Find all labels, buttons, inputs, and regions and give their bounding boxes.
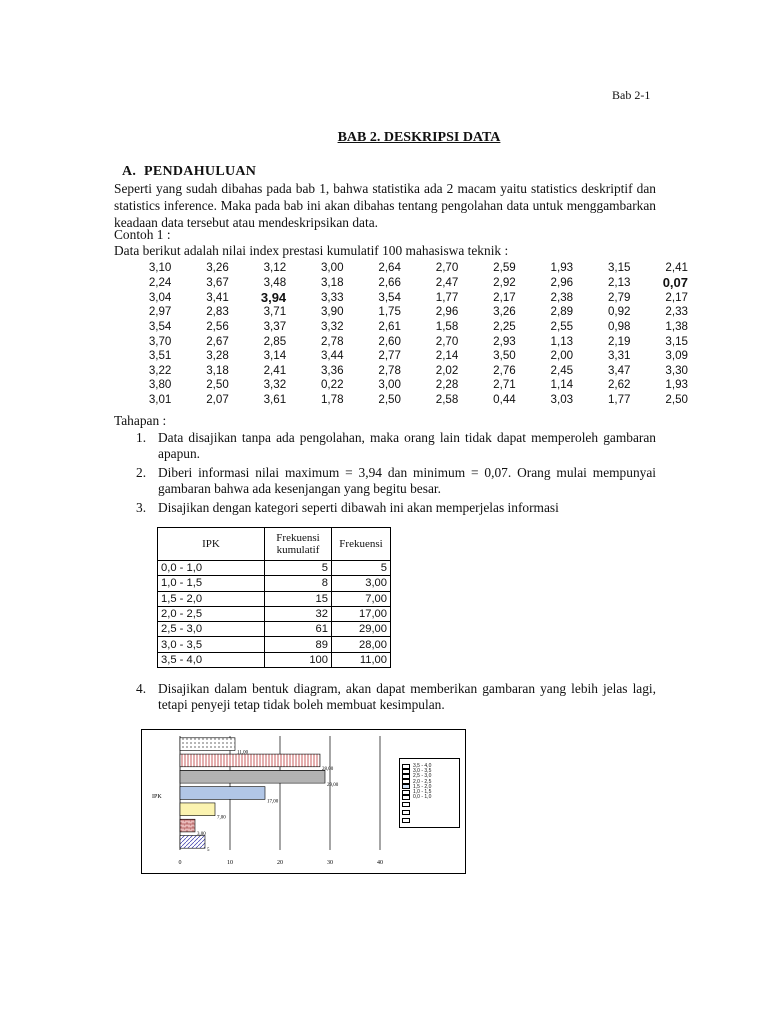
freq-cell-ipk: 2,5 - 3,0: [158, 622, 265, 637]
step-number: 3.: [136, 500, 147, 515]
grid-cell: 3,47: [607, 363, 631, 377]
step-item: [136, 500, 656, 516]
grid-cell: 2,76: [493, 363, 516, 377]
freq-header-cumulative: Frekuensi kumulatif: [265, 528, 332, 561]
chapter-title-text: BAB 2. DESKRIPSI DATA: [337, 130, 501, 145]
freq-cell-frequency: 11,00: [332, 652, 391, 667]
bar: [180, 738, 235, 751]
grid-row: [114, 392, 688, 407]
grid-cell: 2,67: [206, 334, 229, 348]
bar-data-label: 29,00: [327, 783, 339, 789]
example-label: Contoh 1 :: [114, 227, 171, 242]
freq-row: [158, 591, 391, 606]
grid-cell: 3,51: [148, 349, 172, 363]
grid-cell: 3,28: [206, 349, 229, 363]
ipk-data-grid: [114, 260, 688, 407]
grid-cell: 2,25: [493, 319, 516, 333]
grid-cell: 2,89: [550, 305, 574, 319]
legend-swatch: [402, 818, 410, 823]
freq-cell-ipk: 1,0 - 1,5: [158, 576, 265, 591]
grid-cell: 3,01: [148, 392, 172, 406]
steps-list: [136, 430, 656, 519]
freq-cell-cumulative: 32: [265, 606, 332, 621]
grid-cell: 1,75: [378, 305, 401, 319]
grid-cell: 3,32: [263, 378, 287, 392]
freq-cell-frequency: 28,00: [332, 637, 391, 652]
legend-item-empty: [402, 817, 413, 823]
section-heading-text: PENDAHULUAN: [144, 164, 257, 179]
frequency-table: [157, 527, 391, 668]
grid-cell: 2,96: [550, 275, 574, 289]
grid-cell: 2,19: [607, 334, 631, 348]
step-number: 4.: [136, 681, 147, 696]
grid-cell: 2,85: [263, 334, 287, 348]
grid-cell: 3,94: [260, 289, 287, 305]
grid-cell: 3,14: [263, 349, 287, 363]
grid-cell: 0,92: [607, 305, 631, 319]
legend-label: 3,5 - 4,0: [413, 763, 432, 769]
grid-cell: 2,79: [607, 290, 631, 304]
grid-cell: 2,50: [206, 378, 229, 392]
freq-row: [158, 652, 391, 667]
freq-row: [158, 606, 391, 621]
freq-cell-frequency: 17,00: [332, 606, 391, 621]
freq-row: [158, 622, 391, 637]
x-tick-label: 40: [377, 860, 383, 866]
grid-cell: 2,78: [320, 334, 344, 348]
grid-cell: 3,41: [206, 290, 229, 304]
grid-row: [114, 290, 688, 305]
grid-cell: 0,98: [607, 319, 631, 333]
grid-cell: 2,55: [550, 319, 574, 333]
grid-cell: 3,03: [550, 392, 574, 406]
freq-cell-cumulative: 89: [265, 637, 332, 652]
grid-cell: 2,24: [148, 275, 172, 289]
grid-cell: 2,50: [378, 392, 401, 406]
chart-legend: [399, 758, 460, 828]
grid-cell: 2,59: [493, 260, 516, 274]
freq-cell-cumulative: 61: [265, 622, 332, 637]
legend-label: 2,0 - 2,5: [413, 778, 432, 785]
grid-cell: 3,54: [378, 290, 401, 304]
legend-item-empty: [402, 809, 413, 815]
freq-row: [158, 576, 391, 591]
grid-cell: 2,13: [607, 275, 631, 289]
grid-row: [114, 334, 688, 349]
grid-cell: 3,30: [665, 363, 688, 377]
grid-row: [114, 348, 688, 363]
grid-cell: 3,48: [263, 275, 287, 289]
grid-cell: 2,71: [493, 378, 516, 392]
step-text: Disajikan dengan kategori seperti dibawah ini akan memperjelas informasi: [158, 500, 559, 515]
step-number: 2.: [136, 465, 147, 480]
grid-cell: 3,32: [320, 319, 344, 333]
legend-label: 0,0 - 1,0: [413, 794, 432, 801]
grid-cell: 0,07: [662, 274, 688, 290]
grid-cell: 2,28: [435, 378, 459, 392]
grid-cell: 3,15: [665, 334, 688, 348]
grid-cell: 2,07: [206, 392, 229, 406]
grid-cell: 3,26: [206, 260, 229, 274]
grid-cell: 2,17: [665, 290, 688, 304]
grid-cell: 2,45: [550, 363, 574, 377]
grid-cell: 2,14: [435, 349, 459, 363]
freq-cell-ipk: 1,5 - 2,0: [158, 591, 265, 606]
grid-cell: 3,31: [607, 349, 631, 363]
freq-header-frequency: Frekuensi: [332, 528, 391, 561]
freq-row: [158, 561, 391, 576]
grid-cell: 2,78: [378, 363, 401, 377]
grid-cell: 2,70: [435, 334, 459, 348]
step-text: Disajikan dalam bentuk diagram, akan dapat memberikan gambaran yang lebih jelas lagi, tetapi penyeji tetap tidak boleh membuat kesimpulan.: [158, 681, 656, 712]
legend-label: 1,5 - 2,0: [413, 783, 432, 790]
grid-cell: 1,58: [435, 319, 459, 333]
legend-label: 3,0 - 3,5: [413, 768, 432, 775]
legend-swatch: [402, 802, 410, 807]
grid-cell: 3,33: [320, 290, 344, 304]
grid-cell: 2,77: [378, 349, 401, 363]
grid-cell: 2,64: [378, 260, 401, 274]
grid-cell: 3,50: [493, 349, 516, 363]
x-tick-label: 30: [327, 860, 333, 866]
bar-data-label: 3,00: [197, 831, 206, 837]
grid-cell: 2,17: [493, 290, 516, 304]
grid-cell: 2,58: [435, 392, 459, 406]
grid-cell: 3,00: [378, 378, 401, 392]
section-heading: [122, 164, 256, 180]
grid-cell: 3,90: [320, 305, 344, 319]
grid-cell: 2,56: [206, 319, 229, 333]
grid-cell: 1,78: [320, 392, 344, 406]
grid-row: [114, 305, 688, 320]
grid-cell: 3,67: [206, 275, 229, 289]
grid-cell: 1,77: [435, 290, 459, 304]
grid-cell: 2,92: [493, 275, 516, 289]
steps-list-continued: [136, 681, 656, 716]
bar: [180, 836, 205, 849]
y-axis-label: IPK: [152, 794, 162, 800]
grid-cell: 2,41: [263, 363, 287, 377]
grid-cell: 2,00: [550, 349, 574, 363]
grid-cell: 3,44: [320, 349, 344, 363]
grid-cell: 2,60: [378, 334, 401, 348]
legend-item: [402, 794, 431, 800]
grid-cell: 2,50: [665, 392, 688, 406]
step-item: [136, 681, 656, 713]
grid-cell: 2,83: [206, 305, 229, 319]
freq-cell-frequency: 5: [332, 561, 391, 576]
grid-row: [114, 363, 688, 378]
bar-data-label: 28,00: [322, 766, 334, 772]
grid-cell: 0,22: [320, 378, 344, 392]
grid-cell: 1,93: [550, 260, 574, 274]
grid-cell: 3,22: [148, 363, 172, 377]
grid-cell: 2,41: [665, 260, 688, 274]
legend-label: 1,0 - 1,5: [413, 789, 432, 795]
grid-cell: 2,33: [665, 305, 688, 319]
bar-data-label: 11,00: [237, 750, 249, 756]
freq-cell-frequency: 7,00: [332, 591, 391, 606]
grid-cell: 3,15: [607, 260, 631, 274]
x-tick-label: 0: [178, 860, 182, 866]
grid-cell: 3,09: [665, 349, 688, 363]
grid-cell: 2,66: [378, 275, 401, 289]
grid-cell: 3,26: [493, 305, 516, 319]
grid-cell: 3,70: [148, 334, 172, 348]
grid-cell: 2,96: [435, 305, 459, 319]
freq-cell-cumulative: 8: [265, 576, 332, 591]
grid-cell: 2,70: [435, 260, 459, 274]
step-item: [136, 465, 656, 497]
step-text: Data disajikan tanpa ada pengolahan, maka orang lain tidak dapat memperoleh gambaran apapun.: [158, 430, 656, 461]
grid-row: [114, 378, 688, 393]
freq-cell-ipk: 3,5 - 4,0: [158, 652, 265, 667]
grid-cell: 1,38: [665, 319, 688, 333]
step-number: 1.: [136, 430, 147, 445]
grid-row: [114, 275, 688, 290]
bar: [180, 819, 195, 832]
x-tick-label: 20: [277, 860, 283, 866]
grid-cell: 2,62: [607, 378, 631, 392]
grid-cell: 3,37: [263, 319, 287, 333]
grid-row: [114, 319, 688, 334]
freq-cell-cumulative: 15: [265, 591, 332, 606]
grid-cell: 3,54: [148, 319, 172, 333]
grid-cell: 2,61: [378, 319, 401, 333]
bar-data-label: 7,00: [217, 815, 226, 821]
grid-cell: 0,44: [493, 392, 516, 406]
grid-cell: 3,10: [148, 260, 172, 274]
page-number: Bab 2-1: [612, 88, 651, 102]
freq-cell-ipk: 3,0 - 3,5: [158, 637, 265, 652]
legend-swatch: [402, 810, 410, 815]
freq-header-ipk: IPK: [158, 528, 265, 561]
bar: [180, 803, 215, 816]
legend-item-empty: [402, 801, 413, 807]
grid-cell: 1,13: [550, 334, 574, 348]
intro-paragraph: Seperti yang sudah dibahas pada bab 1, bahwa statistika ada 2 macam yaitu statistics deskriptif dan statistics inference. Maka pada bab ini akan dibahas tentang pengolahan data untuk menggambarkan keadaan data tersebut atau mendeskripsikan data.: [114, 181, 656, 230]
legend-swatch: [402, 795, 410, 800]
grid-cell: 3,04: [148, 290, 172, 304]
tahapan-label: Tahapan :: [114, 413, 167, 428]
grid-cell: 3,00: [320, 260, 344, 274]
grid-cell: 3,61: [263, 392, 287, 406]
grid-cell: 3,36: [320, 363, 344, 377]
grid-cell: 3,12: [263, 260, 287, 274]
x-tick-label: 10: [227, 860, 233, 866]
legend-label: 2,5 - 3,0: [413, 773, 432, 780]
bar: [180, 787, 265, 800]
grid-cell: 2,97: [148, 305, 172, 319]
grid-cell: 2,02: [435, 363, 459, 377]
grid-cell: 1,14: [550, 378, 574, 392]
bar-data-label: 17,00: [267, 799, 279, 805]
grid-cell: 3,18: [206, 363, 229, 377]
grid-cell: 3,18: [320, 275, 344, 289]
freq-cell-ipk: 2,0 - 2,5: [158, 606, 265, 621]
grid-cell: 1,93: [665, 378, 688, 392]
section-number: A.: [122, 164, 137, 179]
ipk-bar-chart: [141, 729, 466, 874]
grid-cell: 2,38: [550, 290, 574, 304]
example-intro: Data berikut adalah nilai index prestasi kumulatif 100 mahasiswa teknik :: [114, 243, 509, 258]
bar: [180, 770, 325, 783]
freq-cell-cumulative: 100: [265, 652, 332, 667]
freq-cell-cumulative: 5: [265, 561, 332, 576]
grid-row: [114, 260, 688, 275]
step-text: Diberi informasi nilai maximum = 3,94 dan minimum = 0,07. Orang mulai mempunyai gambaran bahwa ada kesenjangan yang begitu besar.: [158, 465, 656, 496]
freq-cell-ipk: 0,0 - 1,0: [158, 561, 265, 576]
freq-row: [158, 637, 391, 652]
freq-cell-frequency: 3,00: [332, 576, 391, 591]
chapter-title: [0, 130, 768, 146]
grid-cell: 2,93: [493, 334, 516, 348]
grid-cell: 3,71: [263, 305, 287, 319]
bar-data-label: 5: [207, 848, 210, 854]
freq-cell-frequency: 29,00: [332, 622, 391, 637]
grid-cell: 1,77: [607, 392, 631, 406]
grid-cell: 3,80: [148, 378, 172, 392]
step-item: [136, 430, 656, 462]
grid-cell: 2,47: [435, 275, 459, 289]
bar: [180, 754, 320, 767]
